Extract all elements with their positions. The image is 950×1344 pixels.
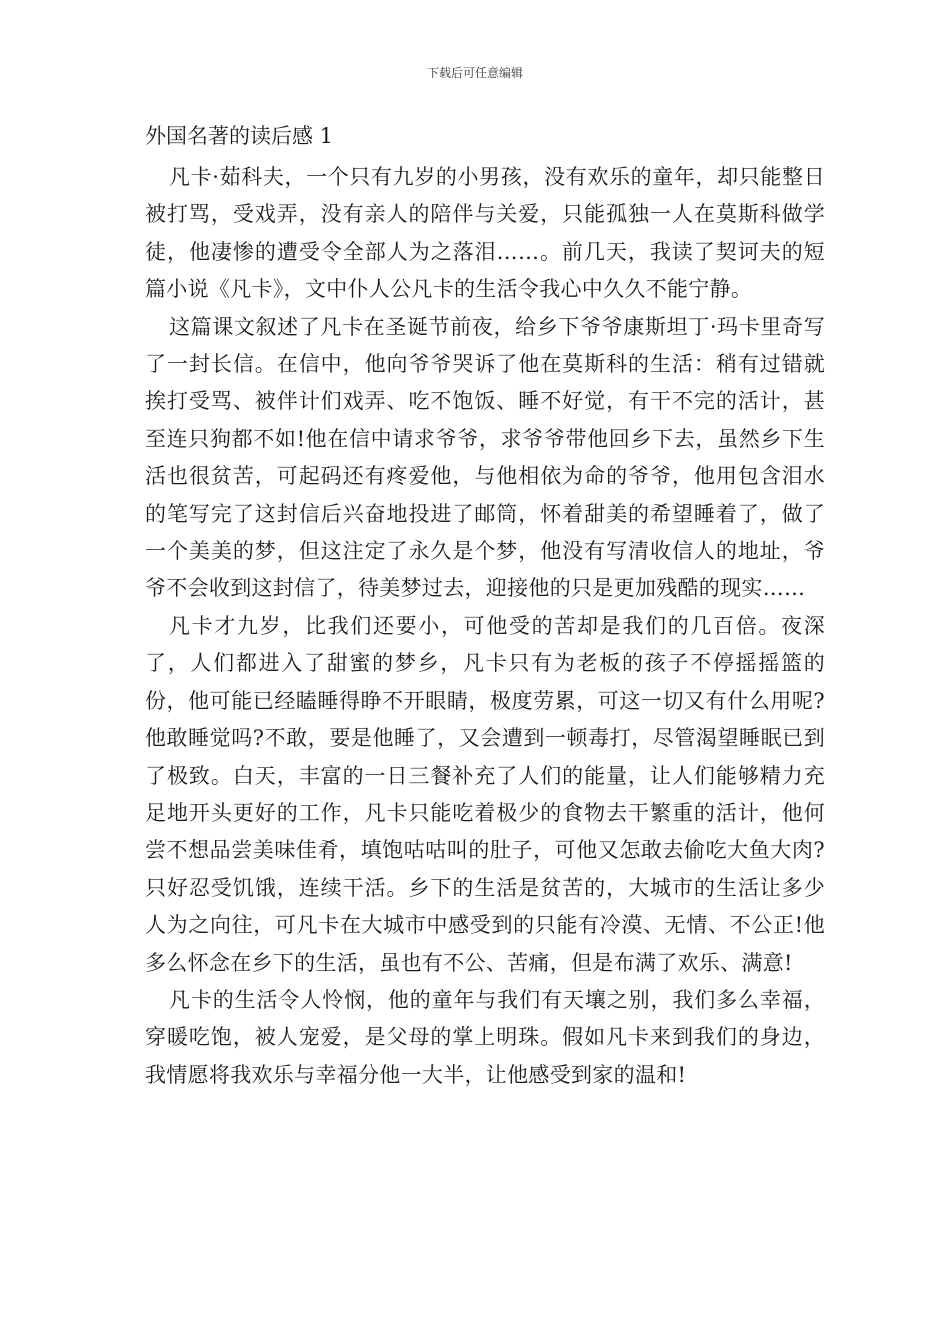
page-header: 下载后可任意编辑 — [426, 66, 523, 80]
paragraph-2: 这篇课文叙述了凡卡在圣诞节前夜，给乡下爷爷康斯坦丁·玛卡里奇写了一封长信。在信中，他向爷爷哭诉了他在莫斯科的生活：稍有过错就挨打受骂、被伴计们戏弄、吃不饱饭、睡不好觉，有干不完的活计，甚至连只狗都不如!他在信中请求爷爷，求爷爷带他回乡下去，虽然乡下生活也很贫苦，可起码还有疼爱他，与他相依为命的爷爷，他用包含泪水的笔写完了这封信后兴奋地投进了邮筒，怀着甜美的希望睡着了，做了一个美美的梦，但这注定了永久是个梦，他没有写清收信人的地址，爷爷不会收到这封信了，待美梦过去，迎接他的只是更加残酷的现实…… — [145, 314, 825, 601]
paragraph-1: 凡卡·茹科夫，一个只有九岁的小男孩，没有欢乐的童年，却只能整日被打骂，受戏弄，没有亲人的陪伴与关爱，只能孤独一人在莫斯科做学徒，他凄惨的遭受令全部人为之落泪……。前几天，我读了契诃夫的短篇小说《凡卡》，文中仆人公凡卡的生活令我心中久久不能宁静。 — [145, 165, 825, 302]
paragraph-4: 凡卡的生活令人怜悯，他的童年与我们有天壤之别，我们多么幸福，穿暖吃饱，被人宠爱，是父母的掌上明珠。假如凡卡来到我们的身边，我情愿将我欢乐与幸福分他一大半，让他感受到家的温和! — [145, 987, 825, 1087]
paragraph-3: 凡卡才九岁，比我们还要小，可他受的苦却是我们的几百倍。夜深了，人们都进入了甜蜜的梦乡，凡卡只有为老板的孩子不停摇摇篮的份，他可能已经瞌睡得睁不开眼睛，极度劳累，可这一切又有什么用呢?他敢睡觉吗?不敢，要是他睡了，又会遭到一顿毒打，尽管渴望睡眠已到了极致。白天，丰富的一日三餐补充了人们的能量，让人们能够精力充足地开头更好的工作，凡卡只能吃着极少的食物去干繁重的活计，他何尝不想品尝美味佳肴，填饱咕咕叫的肚子，可他又怎敢去偷吃大鱼大肉?只好忍受饥饿，连续干活。乡下的生活是贫苦的，大城市的生活让多少人为之向往，可凡卡在大城市中感受到的只能有冷漠、无情、不公正!他多么怀念在乡下的生活，虽也有不公、苦痛，但是布满了欢乐、满意! — [145, 613, 825, 975]
document-title: 外国名著的读后感 1 — [145, 124, 334, 148]
document-body — [145, 117, 825, 1094]
